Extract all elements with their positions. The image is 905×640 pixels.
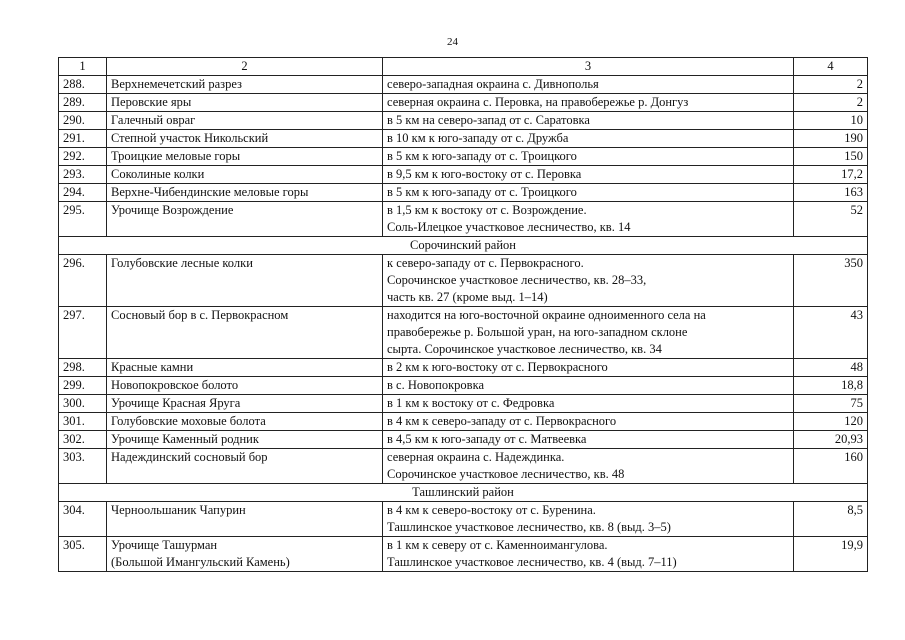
area-name-line: Голубовские моховые болота <box>111 414 266 428</box>
area-location <box>383 502 794 537</box>
column-header: 3 <box>383 58 794 76</box>
area-location-line: в 9,5 км к юго-востоку от с. Перовка <box>387 167 582 181</box>
column-header: 4 <box>794 58 868 76</box>
area-name-line: Урочище Ташурман <box>111 538 218 552</box>
table-row <box>59 502 868 537</box>
area-name <box>107 184 383 202</box>
area-name <box>107 377 383 395</box>
area-size: 2 <box>794 76 868 94</box>
area-size: 43 <box>794 307 868 359</box>
row-number: 297. <box>59 307 107 359</box>
row-number: 302. <box>59 431 107 449</box>
area-location-line: в 5 км к юго-западу от с. Троицкого <box>387 149 577 163</box>
area-location <box>383 359 794 377</box>
area-name-line: Сосновый бор в с. Первокрасном <box>111 308 289 322</box>
area-size: 160 <box>794 449 868 484</box>
table-row <box>59 307 868 359</box>
table-row <box>59 76 868 94</box>
area-location-line: северная окраина с. Надеждинка. <box>387 450 565 464</box>
area-location-line: часть кв. 27 (кроме выд. 1–14) <box>387 290 548 304</box>
area-name-line: Надеждинский сосновый бор <box>111 450 268 464</box>
area-location <box>383 255 794 307</box>
area-size: 48 <box>794 359 868 377</box>
row-number: 304. <box>59 502 107 537</box>
area-location <box>383 307 794 359</box>
row-number: 289. <box>59 94 107 112</box>
area-name-line: Новопокровское болото <box>111 378 239 392</box>
area-name-line: Троицкие меловые горы <box>111 149 241 163</box>
area-location-line: в 10 км к юго-западу от с. Дружба <box>387 131 569 145</box>
area-location <box>383 130 794 148</box>
table-row <box>59 130 868 148</box>
area-location <box>383 413 794 431</box>
area-name-line: Черноольшаник Чапурин <box>111 503 246 517</box>
area-location <box>383 537 794 572</box>
area-size: 19,9 <box>794 537 868 572</box>
row-number: 293. <box>59 166 107 184</box>
area-size: 52 <box>794 202 868 237</box>
area-size: 17,2 <box>794 166 868 184</box>
row-number: 292. <box>59 148 107 166</box>
area-location <box>383 148 794 166</box>
table-row <box>59 112 868 130</box>
area-name <box>107 112 383 130</box>
area-name <box>107 395 383 413</box>
area-size: 18,8 <box>794 377 868 395</box>
area-location <box>383 431 794 449</box>
area-size: 10 <box>794 112 868 130</box>
area-location-line: Ташлинское участковое лесничество, кв. 8 (выд. 3–5) <box>387 520 671 534</box>
area-name-line: Голубовские лесные колки <box>111 256 253 270</box>
area-name <box>107 255 383 307</box>
area-size: 8,5 <box>794 502 868 537</box>
table-row <box>59 359 868 377</box>
row-number: 300. <box>59 395 107 413</box>
area-location-line: в 4 км к северо-востоку от с. Буренина. <box>387 503 596 517</box>
area-location-line: в 5 км к юго-западу от с. Троицкого <box>387 185 577 199</box>
area-location-line: в 2 км к юго-востоку от с. Первокрасного <box>387 360 608 374</box>
area-location-line: в 5 км на северо-запад от с. Саратовка <box>387 113 590 127</box>
area-location-line: находится на юго-восточной окраине одноименного села на <box>387 308 706 322</box>
area-name-line: Соколиные колки <box>111 167 205 181</box>
protected-areas-table <box>58 57 868 572</box>
area-location-line: северо-западная окраина с. Дивнополья <box>387 77 599 91</box>
row-number: 299. <box>59 377 107 395</box>
area-name-line: Урочище Возрождение <box>111 203 234 217</box>
district-label: Сорочинский район <box>59 237 868 255</box>
area-location <box>383 449 794 484</box>
district-row <box>59 237 868 255</box>
row-number: 305. <box>59 537 107 572</box>
area-location-line: в 1 км к северу от с. Каменноимангулова. <box>387 538 608 552</box>
area-size: 120 <box>794 413 868 431</box>
area-location <box>383 395 794 413</box>
area-size: 75 <box>794 395 868 413</box>
area-name <box>107 431 383 449</box>
table-row <box>59 166 868 184</box>
area-size: 2 <box>794 94 868 112</box>
area-location-line: Ташлинское участковое лесничество, кв. 4 (выд. 7–11) <box>387 555 677 569</box>
table-row <box>59 377 868 395</box>
row-number: 296. <box>59 255 107 307</box>
area-size: 163 <box>794 184 868 202</box>
area-location <box>383 377 794 395</box>
area-name <box>107 537 383 572</box>
area-name-line: Перовские яры <box>111 95 192 109</box>
area-name <box>107 359 383 377</box>
area-location-line: Сорочинское участковое лесничество, кв. 28–33, <box>387 273 647 287</box>
area-location <box>383 94 794 112</box>
area-location-line: в 4 км к северо-западу от с. Первокрасного <box>387 414 617 428</box>
area-size: 350 <box>794 255 868 307</box>
table-row <box>59 537 868 572</box>
row-number: 290. <box>59 112 107 130</box>
area-name-line: Степной участок Никольский <box>111 131 269 145</box>
table-row <box>59 184 868 202</box>
area-name <box>107 449 383 484</box>
area-name <box>107 202 383 237</box>
area-location-line: в 1,5 км к востоку от с. Возрождение. <box>387 203 587 217</box>
area-name-line: Галечный овраг <box>111 113 196 127</box>
area-size: 190 <box>794 130 868 148</box>
area-name <box>107 130 383 148</box>
table-row <box>59 431 868 449</box>
area-name-line: Урочище Каменный родник <box>111 432 259 446</box>
area-location-line: северная окраина с. Перовка, на правобережье р. Донгуз <box>387 95 689 109</box>
area-location-line: Соль-Илецкое участковое лесничество, кв. 14 <box>387 220 631 234</box>
row-number: 301. <box>59 413 107 431</box>
table-row <box>59 395 868 413</box>
row-number: 291. <box>59 130 107 148</box>
area-name-line: Урочище Красная Яруга <box>111 396 241 410</box>
area-location <box>383 76 794 94</box>
area-name <box>107 76 383 94</box>
area-location <box>383 166 794 184</box>
area-name <box>107 307 383 359</box>
table-row <box>59 148 868 166</box>
area-name <box>107 166 383 184</box>
area-location-line: в 4,5 км к юго-западу от с. Матвеевка <box>387 432 587 446</box>
area-name-line: Верхнемечетский разрез <box>111 77 242 91</box>
column-header: 1 <box>59 58 107 76</box>
area-location-line: Сорочинское участковое лесничество, кв. 48 <box>387 467 625 481</box>
area-location-line: правобережье р. Большой уран, на юго-западном склоне <box>387 325 688 339</box>
area-location-line: в с. Новопокровка <box>387 378 485 392</box>
area-name <box>107 502 383 537</box>
area-location-line: сырта. Сорочинское участковое лесничество, кв. 34 <box>387 342 662 356</box>
page-number: 24 <box>447 36 458 48</box>
table-body <box>59 58 868 572</box>
row-number: 298. <box>59 359 107 377</box>
table-row <box>59 202 868 237</box>
district-row <box>59 484 868 502</box>
area-name-line: Красные камни <box>111 360 194 374</box>
area-name <box>107 148 383 166</box>
area-size: 20,93 <box>794 431 868 449</box>
area-name-line: Верхне-Чибендинские меловые горы <box>111 185 309 199</box>
area-location-line: в 1 км к востоку от с. Федровка <box>387 396 555 410</box>
table-row <box>59 255 868 307</box>
row-number: 303. <box>59 449 107 484</box>
area-name <box>107 94 383 112</box>
area-location-line: к северо-западу от с. Первокрасного. <box>387 256 584 270</box>
column-header: 2 <box>107 58 383 76</box>
area-location <box>383 202 794 237</box>
area-location <box>383 184 794 202</box>
area-name-line: (Большой Имангульский Камень) <box>111 555 290 569</box>
row-number: 294. <box>59 184 107 202</box>
row-number: 288. <box>59 76 107 94</box>
area-location <box>383 112 794 130</box>
table-row <box>59 449 868 484</box>
area-name <box>107 413 383 431</box>
row-number: 295. <box>59 202 107 237</box>
district-label: Ташлинский район <box>59 484 868 502</box>
table-row <box>59 94 868 112</box>
table-row <box>59 413 868 431</box>
table-header-row <box>59 58 868 76</box>
area-size: 150 <box>794 148 868 166</box>
